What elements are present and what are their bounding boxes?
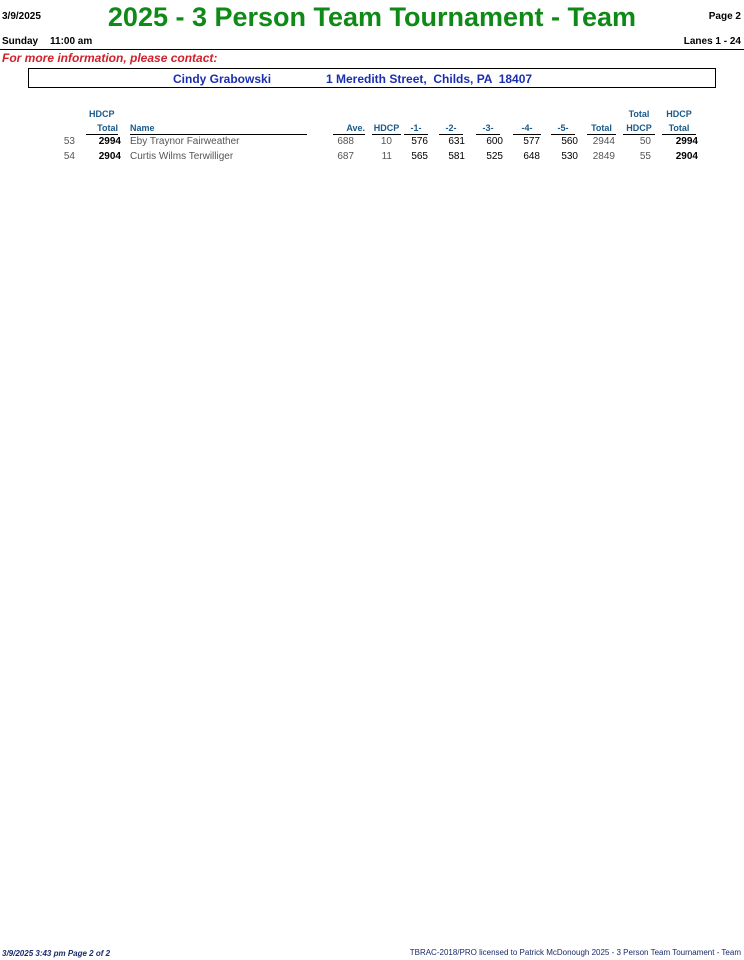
row-game-1: 565	[411, 151, 428, 162]
row-hdcp-total2: 2904	[675, 151, 698, 162]
header-hdcp-total2-top: HDCP	[666, 109, 692, 119]
row-average: 688	[337, 136, 354, 147]
footer-license: TBRAC-2018/PRO licensed to Patrick McDonough 2025 - 3 Person Team Tournament - Team	[409, 948, 741, 957]
header-game-1: -1-	[404, 123, 428, 135]
header-hdcp-total-bottom: Total	[86, 123, 118, 135]
footer-print-info: 3/9/2025 3:43 pm Page 2 of 2	[2, 949, 111, 958]
contact-box	[28, 68, 716, 88]
row-hdcp-total: 2994	[98, 136, 121, 147]
row-name: Eby Traynor Fairweather	[130, 136, 240, 147]
row-average: 687	[337, 151, 354, 162]
report-date: 3/9/2025	[2, 11, 41, 22]
row-rank: 53	[63, 136, 75, 147]
contact-note: For more information, please contact:	[2, 51, 218, 65]
row-game-1: 576	[411, 136, 428, 147]
header-game-3: -3-	[476, 123, 500, 135]
event-day: Sunday	[2, 36, 39, 47]
header-divider	[0, 49, 744, 50]
header-total-hdcp-top: Total	[628, 109, 650, 119]
header-name: Name	[130, 123, 307, 135]
row-game-3: 600	[486, 136, 503, 147]
event-time: 11:00 am	[50, 36, 93, 47]
header-game-4: -4-	[513, 123, 541, 135]
header-total-hdcp-bottom: HDCP	[623, 123, 655, 135]
row-hdcp-total: 2904	[98, 151, 121, 162]
contact-name: Cindy Grabowski	[173, 72, 272, 86]
header-hdcp-total2-bottom: Total	[662, 123, 696, 135]
row-game-2: 581	[448, 151, 465, 162]
header-hdcp-total-top: HDCP	[89, 109, 115, 119]
row-hdcp-total2: 2994	[675, 136, 698, 147]
row-hdcp: 10	[380, 136, 392, 147]
page-number: Page 2	[708, 11, 741, 22]
header-hdcp: HDCP	[373, 123, 400, 133]
row-total: 2944	[592, 136, 615, 147]
header-ave: Ave.	[333, 123, 365, 135]
row-game-3: 525	[486, 151, 503, 162]
row-name: Curtis Wilms Terwilliger	[130, 151, 234, 162]
row-total-hdcp: 50	[639, 136, 651, 147]
row-hdcp: 11	[381, 151, 392, 162]
contact-address: 1 Meredith Street, Childs, PA 18407	[326, 72, 533, 86]
header-total: Total	[587, 123, 616, 135]
row-game-5: 530	[561, 151, 578, 162]
page-title: 2025 - 3 Person Team Tournament - Team	[107, 2, 637, 32]
row-game-4: 577	[523, 136, 540, 147]
header-game-2: -2-	[439, 123, 463, 135]
row-rank: 54	[63, 151, 75, 162]
row-game-4: 648	[523, 151, 540, 162]
header-game-5: -5-	[551, 123, 575, 135]
row-total-hdcp: 55	[639, 151, 651, 162]
row-game-5: 560	[561, 136, 578, 147]
row-game-2: 631	[448, 136, 465, 147]
lanes-range: Lanes 1 - 24	[683, 36, 741, 47]
row-total: 2849	[592, 151, 615, 162]
